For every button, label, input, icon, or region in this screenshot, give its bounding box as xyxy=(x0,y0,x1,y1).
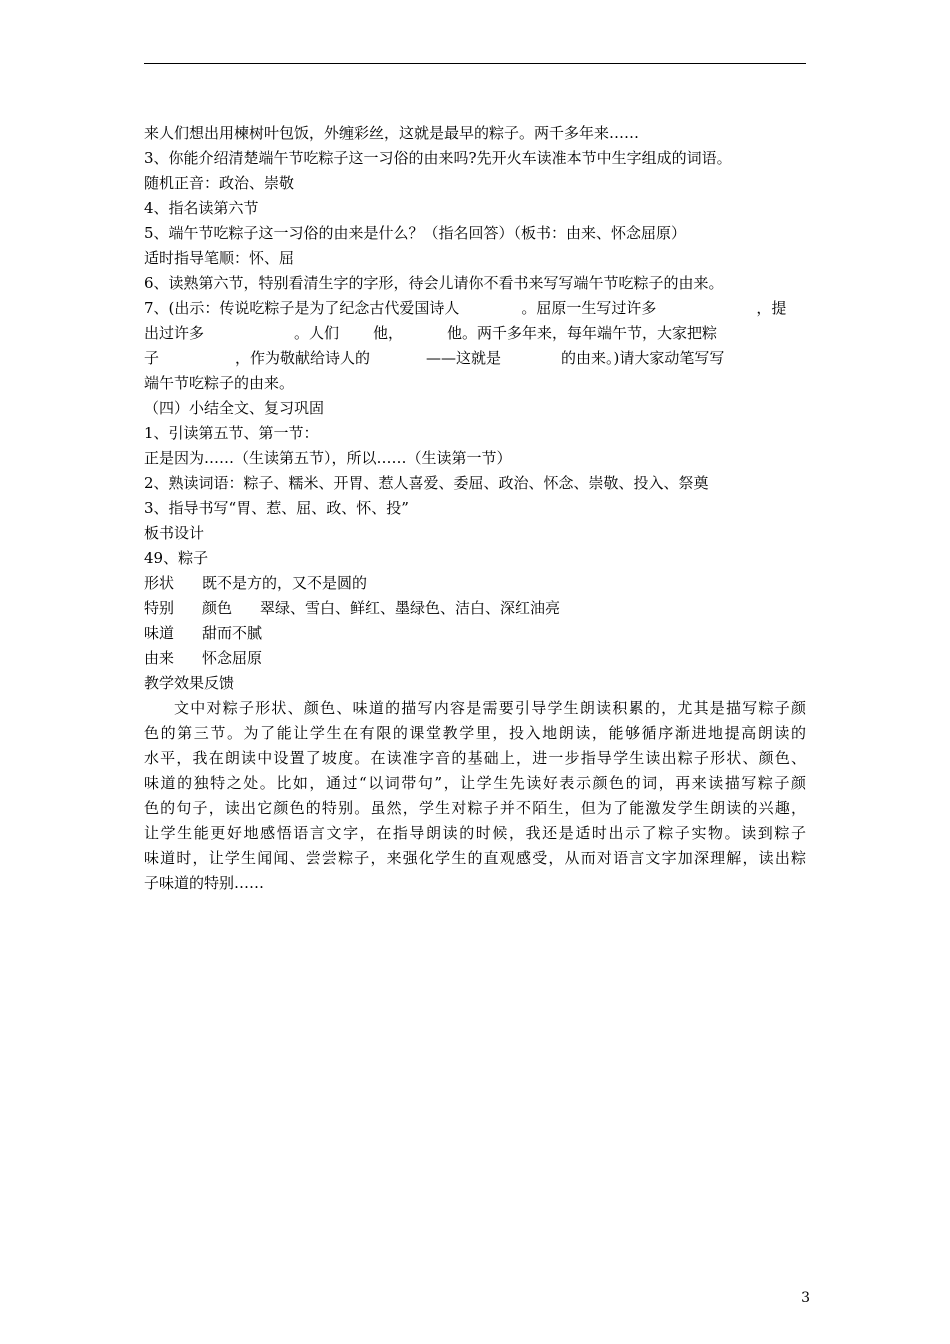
feedback-title: 教学效果反馈 xyxy=(144,674,235,692)
lesson-title: 49、粽子 xyxy=(144,549,209,567)
fill-text: ，作为敬献给诗人的 xyxy=(235,349,371,367)
feedback-line: 子味道的特别…… xyxy=(144,874,265,892)
feedback-line: 色的第三节。为了能让学生在有限的课堂教学里，投入地朗读，能够循序渐进地提高朗读的 xyxy=(144,724,806,742)
section-heading: （四）小结全文、复习巩固 xyxy=(144,399,325,417)
board-row-taste xyxy=(144,621,806,646)
fill-text: ，提 xyxy=(756,299,787,317)
board-sublabel: 颜色 xyxy=(202,599,233,617)
feedback-line: 文中对粽子形状、颜色、味道的描写内容是需要引导学生朗读积累的，尤其是描写粽子颜 xyxy=(174,699,806,717)
fill-text: 。屈原一生写过许多 xyxy=(521,299,657,317)
fill-in-line xyxy=(144,296,806,321)
board-design-title: 板书设计 xyxy=(144,524,205,542)
board-label: 特别 xyxy=(144,599,175,617)
feedback-line: 色的句子，读出它颜色的特别。虽然，学生对粽子并不陌生，但为了能激发学生朗读的兴趣， xyxy=(144,799,806,817)
text-line: 3、你能介绍清楚端午节吃粽子这一习俗的由来吗?先开火车读准本节中生字组成的词语。 xyxy=(144,149,732,167)
board-value: 怀念屈原 xyxy=(202,649,263,667)
fill-text: 他， xyxy=(373,324,404,342)
text-line: 6、读熟第六节，特别看清生字的字形，待会儿请你不看书来写写端午节吃粽子的由来。 xyxy=(144,274,724,292)
board-row-special xyxy=(144,596,806,621)
feedback-line: 味道时，让学生闻闻、尝尝粽子，来强化学生的直观感受，从而对语言文字加深理解，读出粽 xyxy=(144,849,806,867)
board-row-origin xyxy=(144,646,806,671)
header-rule xyxy=(144,63,806,64)
board-value: 甜而不腻 xyxy=(202,624,263,642)
text-line: 1、引读第五节、第一节： xyxy=(144,424,319,442)
fill-text: 。人们 xyxy=(294,324,340,342)
fill-text: 出过许多 xyxy=(144,324,205,342)
board-label: 形状 xyxy=(144,574,175,592)
fill-text: ——这就是 xyxy=(426,349,502,367)
fill-in-line xyxy=(144,321,806,346)
board-row-shape xyxy=(144,571,806,596)
text-line: 正是因为……（生读第五节），所以……（生读第一节） xyxy=(144,449,512,467)
feedback-line: 水平，我在朗读中设置了坡度。在读准字音的基础上，进一步指导学生读出粽子形状、颜色、 xyxy=(144,749,806,767)
text-line: 3、指导书写“胃、惹、屈、政、怀、投” xyxy=(144,499,409,517)
feedback-line: 让学生能更好地感悟语言文字，在指导朗读的时候，我还是适时出示了粽子实物。读到粽子 xyxy=(144,824,806,842)
text-line: 适时指导笔顺：怀、屈 xyxy=(144,249,295,267)
fill-in-line xyxy=(144,346,806,371)
text-line: 来人们想出用楝树叶包饭，外缠彩丝，这就是最早的粽子。两千多年来…… xyxy=(144,124,640,142)
fill-text: 的由来。)请大家动笔写写 xyxy=(561,349,725,367)
text-line: 4、指名读第六节 xyxy=(144,199,259,217)
fill-text: 他。两千多年来，每年端午节，大家把粽 xyxy=(447,324,718,342)
fill-text: 7、(出示：传说吃粽子是为了纪念古代爱国诗人 xyxy=(144,299,460,317)
page-number: 3 xyxy=(801,1290,810,1306)
fill-text: 子 xyxy=(144,349,160,367)
text-line: 2、熟读词语：粽子、糯米、开胃、惹人喜爱、委屈、政治、怀念、崇敬、投入、祭奠 xyxy=(144,474,709,492)
text-line: 随机正音：政治、崇敬 xyxy=(144,174,295,192)
feedback-line: 味道的独特之处。比如，通过“以词带句”，让学生先读好表示颜色的词，再来读描写粽子颜 xyxy=(144,774,806,792)
document-body xyxy=(144,121,806,896)
board-value: 既不是方的，又不是圆的 xyxy=(202,574,368,592)
text-line: 端午节吃粽子的由来。 xyxy=(144,374,295,392)
board-label: 由来 xyxy=(144,649,175,667)
text-line: 5、端午节吃粽子这一习俗的由来是什么？（指名回答）（板书：由来、怀念屈原） xyxy=(144,224,687,242)
board-value: 翠绿、雪白、鲜红、墨绿色、洁白、深红油亮 xyxy=(260,599,561,617)
board-label: 味道 xyxy=(144,624,175,642)
